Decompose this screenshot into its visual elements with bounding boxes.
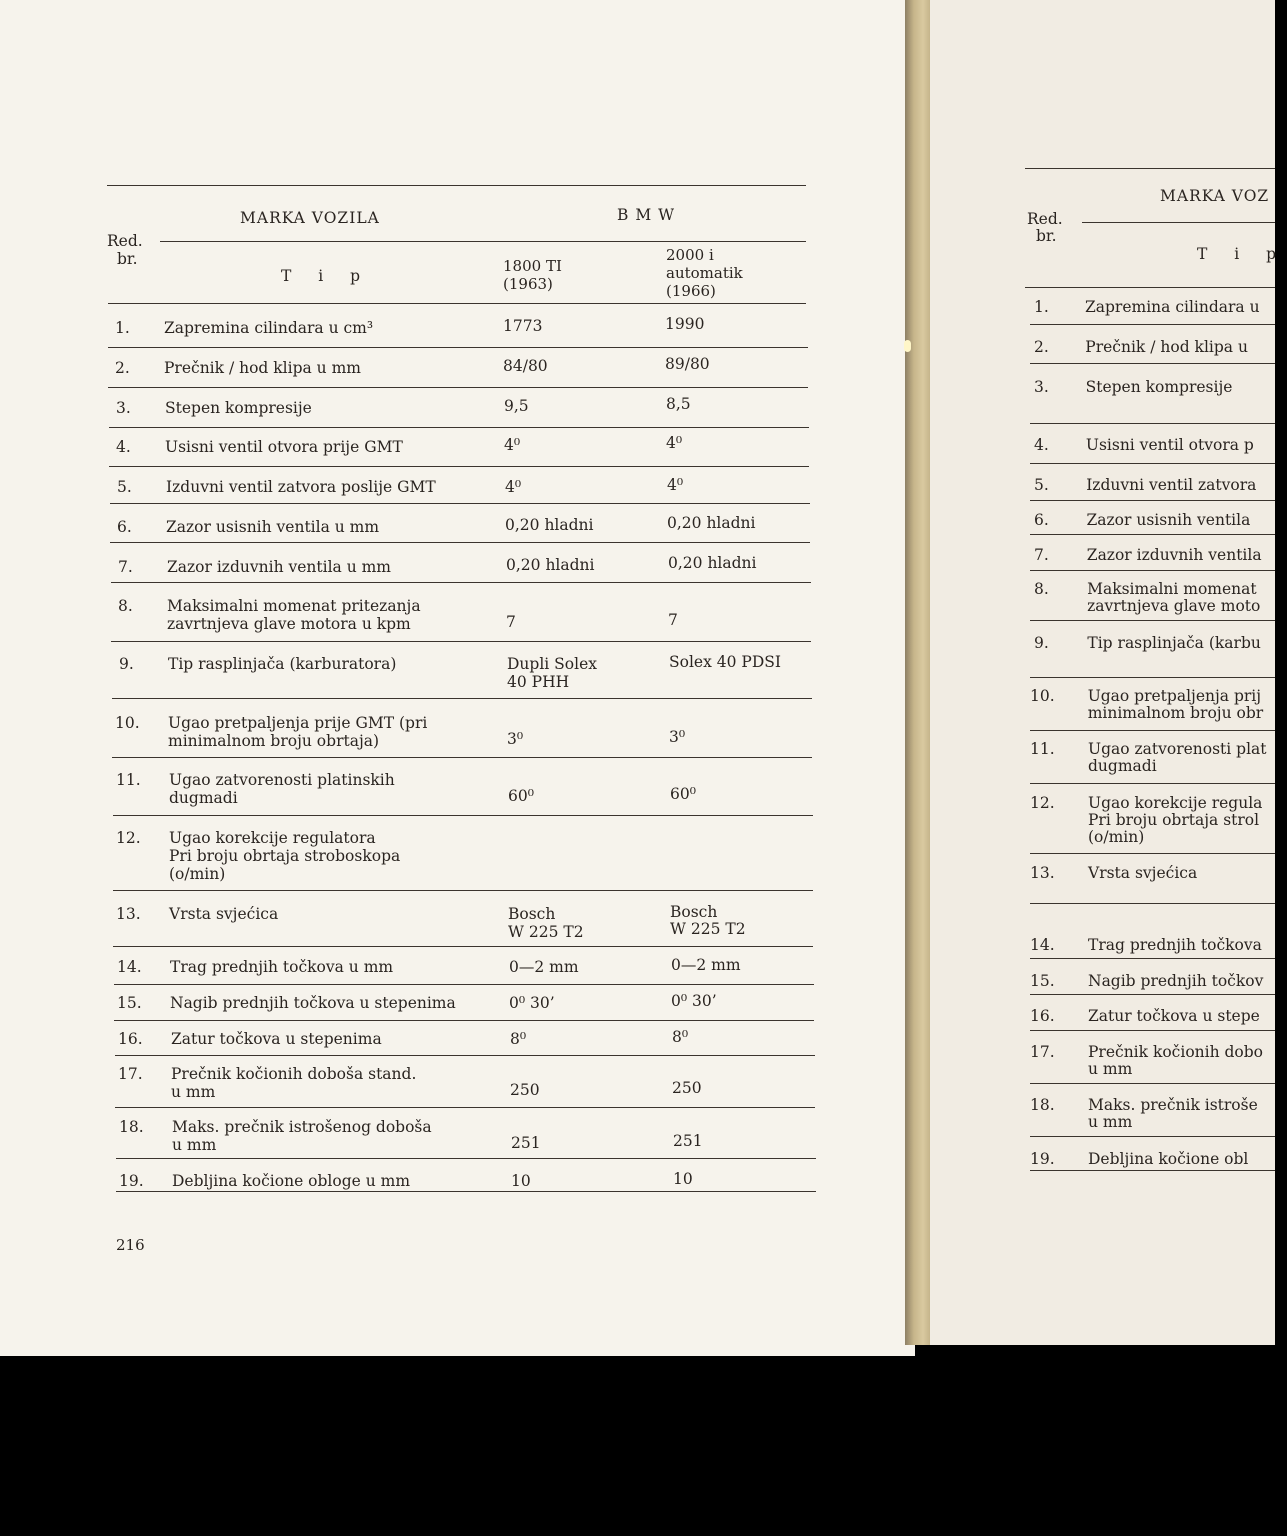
row-rule [1030, 570, 1275, 571]
row-label: Ugao zatvorenosti platinskih [169, 771, 395, 789]
row-rule [1030, 1083, 1275, 1084]
value-1800ti: 0,20 hladni [506, 556, 595, 574]
row-label: u mm [171, 1083, 216, 1101]
row-number: 15. [117, 994, 142, 1012]
row-number: 3. [1034, 378, 1049, 396]
row-label: dugmadi [169, 789, 238, 807]
row-label: Zapremina cilindara u [1085, 298, 1260, 316]
row-number: 17. [1030, 1043, 1055, 1061]
row-number: 12. [1030, 794, 1055, 812]
row-rule [111, 641, 811, 642]
row-label: minimalnom broju obr [1087, 704, 1264, 722]
row-rule [1030, 903, 1275, 904]
value-1800ti: 0—2 mm [509, 958, 579, 976]
value-2000i: 8,5 [666, 395, 691, 413]
row-number: 5. [1034, 476, 1049, 494]
row-label: Ugao pretpaljenja prij [1087, 687, 1262, 705]
row-rule [110, 503, 810, 504]
row-label: Prečnik kočionih doboša stand. [171, 1065, 417, 1083]
header-rule [1082, 222, 1275, 223]
model-1800ti-header: 1800 TI [503, 257, 562, 275]
row-number: 4. [1034, 436, 1049, 454]
header-rule [160, 241, 806, 242]
row-label: Usisni ventil otvora p [1085, 436, 1254, 454]
row-label: zavrtnjeva glave motora u kpm [167, 615, 411, 633]
row-label: Zazor izduvnih ventila [1086, 546, 1262, 564]
row-label: Zazor usisnih ventila u mm [166, 518, 380, 536]
value-1800ti: Dupli Solex [507, 655, 597, 673]
row-rule [1030, 677, 1275, 678]
row-number: 19. [1030, 1150, 1055, 1168]
value-2000i: 0,20 hladni [668, 554, 757, 572]
value-1800ti: W 225 T2 [508, 923, 584, 941]
value-1800ti: Bosch [508, 905, 556, 923]
marka-vozila-header: MARKA VOZ [1160, 187, 1270, 205]
row-rule [1030, 994, 1275, 995]
row-label: Ugao korekcije regula [1088, 794, 1263, 812]
row-rule [1030, 1030, 1275, 1031]
row-rule [1030, 853, 1275, 854]
row-rule [1030, 324, 1275, 325]
row-rule [114, 1020, 814, 1021]
row-number: 16. [118, 1030, 143, 1048]
row-number: 7. [1034, 546, 1049, 564]
row-rule [108, 347, 808, 348]
row-label: Tip rasplinjača (karburatora) [168, 655, 397, 673]
row-rule [1030, 363, 1275, 364]
row-number: 13. [1030, 864, 1055, 882]
value-2000i: 4⁰ [667, 476, 684, 494]
row-label: Prečnik / hod klipa u mm [164, 359, 361, 377]
row-number: 18. [119, 1118, 144, 1136]
row-label: Prečnik / hod klipa u [1085, 338, 1248, 356]
row-number: 10. [1030, 687, 1055, 705]
row-rule [113, 890, 813, 891]
value-2000i: 4⁰ [666, 434, 683, 452]
row-rule [1030, 423, 1275, 424]
value-1800ti: 0,20 hladni [505, 516, 594, 534]
row-label: zavrtnjeva glave moto [1087, 597, 1261, 615]
value-1800ti: 251 [511, 1134, 541, 1152]
row-label: Izduvni ventil zatvora poslije GMT [166, 478, 436, 496]
marka-vozila-header: MARKA VOZILA [240, 209, 380, 227]
paper-spot [904, 340, 911, 352]
value-1800ti: 8⁰ [510, 1030, 527, 1048]
value-2000i: 0,20 hladni [667, 514, 756, 532]
value-1800ti: 7 [506, 613, 516, 631]
value-2000i: 10 [673, 1170, 693, 1188]
value-1800ti: 9,5 [504, 397, 529, 415]
row-number: 9. [119, 655, 134, 673]
row-label: Usisni ventil otvora prije GMT [165, 438, 403, 456]
red-br-label: br. [1036, 227, 1057, 245]
value-2000i: 250 [672, 1079, 702, 1097]
row-label: Debljina kočione obl [1088, 1150, 1249, 1168]
row-number: 1. [1034, 298, 1049, 316]
row-number: 19. [119, 1172, 144, 1190]
row-label: Zatur točkova u stepenima [171, 1030, 382, 1048]
value-2000i: 89/80 [665, 355, 710, 373]
row-rule [1030, 730, 1275, 731]
row-label: Maksimalni momenat pritezanja [167, 597, 421, 615]
red-br-label: Red. [1027, 210, 1063, 228]
row-rule [1030, 463, 1275, 464]
row-number: 6. [1034, 511, 1049, 529]
value-2000i: Bosch [670, 903, 718, 921]
row-label: Nagib prednjih točkova u stepenima [170, 994, 456, 1012]
row-rule [111, 582, 811, 583]
row-rule [1030, 958, 1275, 959]
value-2000i: 60⁰ [670, 785, 696, 803]
value-2000i: 251 [673, 1132, 703, 1150]
row-number: 10. [115, 714, 140, 732]
value-1800ti: 60⁰ [508, 787, 534, 805]
row-label: Pri broju obrtaja stroboskopa [169, 847, 401, 865]
brand-header: B M W [617, 206, 676, 224]
value-1800ti: 0⁰ 30’ [509, 994, 555, 1012]
model-2000i-header: 2000 i [666, 246, 714, 264]
value-2000i: Solex 40 PDSI [669, 653, 781, 671]
row-number: 16. [1030, 1007, 1055, 1025]
row-number: 6. [117, 518, 132, 536]
row-number: 2. [115, 359, 130, 377]
row-number: 17. [118, 1065, 143, 1083]
row-label: Tip rasplinjača (karbu [1087, 634, 1261, 652]
row-label: Zazor usisnih ventila [1086, 511, 1251, 529]
row-number: 18. [1030, 1096, 1055, 1114]
value-2000i: 3⁰ [669, 728, 686, 746]
tip-header: T i p [1197, 245, 1287, 263]
row-label: Pri broju obrtaja strol [1088, 811, 1260, 829]
red-br-label: br. [117, 250, 138, 268]
row-label: u mm [172, 1136, 217, 1154]
row-label: (o/min) [169, 865, 226, 883]
row-number: 1. [115, 319, 130, 337]
row-label: u mm [1088, 1060, 1133, 1078]
row-rule [110, 542, 810, 543]
value-2000i: 7 [668, 611, 678, 629]
row-rule [112, 757, 812, 758]
row-number: 11. [116, 771, 141, 789]
row-number: 14. [1030, 936, 1055, 954]
value-1800ti: 3⁰ [507, 730, 524, 748]
row-number: 8. [118, 597, 133, 615]
row-rule [1030, 500, 1275, 501]
row-number: 9. [1034, 634, 1049, 652]
row-number: 4. [116, 438, 131, 456]
row-rule [1030, 783, 1275, 784]
row-label: Debljina kočione obloge u mm [172, 1172, 411, 1190]
row-label: (o/min) [1088, 828, 1145, 846]
row-number: 5. [117, 478, 132, 496]
model-1800ti-header: (1963) [503, 275, 553, 293]
row-label: Stepen kompresije [165, 399, 312, 417]
row-rule [1030, 1170, 1275, 1171]
row-rule [109, 466, 809, 467]
row-rule [115, 1055, 815, 1056]
row-rule [116, 1191, 816, 1192]
row-label: Ugao pretpaljenja prije GMT (pri [168, 714, 428, 732]
row-rule [113, 946, 813, 947]
row-number: 13. [116, 905, 141, 923]
header-bottom-rule [108, 303, 806, 304]
value-2000i: 0⁰ 30’ [671, 992, 717, 1010]
row-number: 3. [116, 399, 131, 417]
row-label: Prečnik kočionih dobo [1088, 1043, 1264, 1061]
row-label: Izduvni ventil zatvora [1086, 476, 1257, 494]
row-number: 15. [1030, 972, 1055, 990]
model-2000i-header: automatik [666, 264, 743, 282]
value-1800ti: 1773 [503, 317, 543, 335]
value-1800ti: 10 [511, 1172, 531, 1190]
row-rule [115, 1107, 815, 1108]
row-label: Maksimalni momenat [1087, 580, 1257, 598]
value-1800ti: 84/80 [503, 357, 548, 375]
value-2000i: W 225 T2 [670, 920, 746, 938]
row-rule [1025, 287, 1275, 288]
row-number: 12. [116, 829, 141, 847]
value-1800ti: 4⁰ [505, 478, 522, 496]
value-2000i: 0—2 mm [671, 956, 741, 974]
page-number: 216 [116, 1236, 145, 1254]
row-number: 14. [117, 958, 142, 976]
model-2000i-header: (1966) [666, 282, 716, 300]
value-1800ti: 250 [510, 1081, 540, 1099]
row-rule [1030, 1136, 1275, 1137]
row-number: 11. [1030, 740, 1055, 758]
row-rule [116, 1158, 816, 1159]
row-rule [108, 387, 808, 388]
row-label: Vrsta svjećica [1088, 864, 1198, 882]
row-rule [112, 698, 812, 699]
value-1800ti: 4⁰ [504, 436, 521, 454]
row-label: Trag prednjih točkova u mm [170, 958, 394, 976]
row-label: Zatur točkova u stepe [1088, 1007, 1260, 1025]
row-rule [109, 427, 809, 428]
row-label: Zazor izduvnih ventila u mm [167, 558, 392, 576]
row-number: 2. [1034, 338, 1049, 356]
row-label: Zapremina cilindara u cm³ [164, 319, 374, 337]
value-1800ti: 40 PHH [507, 673, 570, 691]
row-label: dugmadi [1088, 757, 1157, 775]
row-label: Ugao zatvorenosti plat [1088, 740, 1267, 758]
row-number: 8. [1034, 580, 1049, 598]
red-br-label: Red. [107, 232, 143, 250]
row-label: minimalnom broju obrtaja) [168, 732, 380, 750]
table-top-rule [107, 185, 806, 186]
value-2000i: 1990 [665, 315, 705, 333]
row-label: Stepen kompresije [1085, 378, 1233, 396]
row-label: Maks. prečnik istroše [1088, 1096, 1258, 1114]
row-rule [1030, 620, 1275, 621]
row-label: u mm [1088, 1113, 1133, 1131]
row-rule [113, 815, 813, 816]
value-2000i: 8⁰ [672, 1028, 689, 1046]
row-rule [114, 984, 814, 985]
row-label: Nagib prednjih točkov [1088, 972, 1264, 990]
row-label: Vrsta svjećica [169, 905, 279, 923]
row-rule [1025, 168, 1275, 169]
row-label: Trag prednjih točkova [1088, 936, 1262, 954]
row-number: 7. [118, 558, 133, 576]
tip-header: T i p [281, 267, 372, 285]
row-label: Ugao korekcije regulatora [169, 829, 376, 847]
row-label: Maks. prečnik istrošenog doboša [172, 1118, 432, 1136]
row-rule [1030, 534, 1275, 535]
